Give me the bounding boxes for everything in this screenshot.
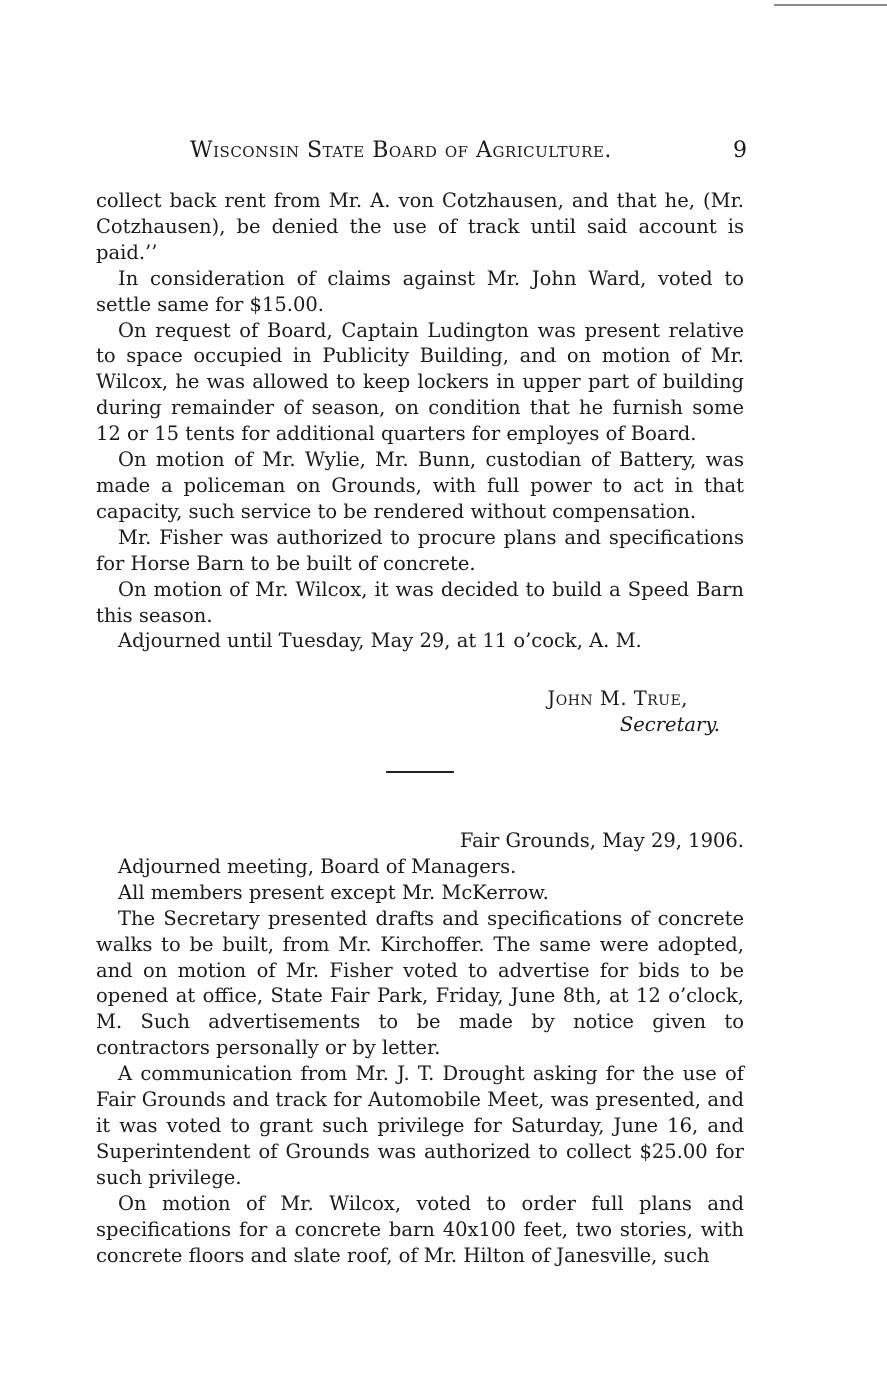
- paragraph-adjourned: Adjourned until Tuesday, May 29, at 11 o’cock, A. M.: [118, 629, 642, 653]
- paragraph-adjourned-meeting: Adjourned meeting, Board of Managers.: [118, 854, 517, 878]
- page-number: 9: [733, 138, 747, 163]
- paragraph-back-rent: collect back rent from Mr. A. von Cotzhausen, and that he, (Mr. Cotzhausen), be denied the use of track until said account is paid.’’: [96, 189, 744, 264]
- paragraph-members-present: All members present except Mr. McKerrow.: [118, 880, 549, 904]
- section-separator: [386, 771, 454, 773]
- running-head: Wisconsin State Board of Agriculture.: [190, 138, 612, 163]
- minutes-section-1: [96, 188, 744, 654]
- paragraph-automobile-meet: A communication from Mr. J. T. Drought asking for the use of Fair Grounds and track for Automobile Meet, was presented, and it was voted to grant such privilege for Saturday, June 16, and Superintendent of Grounds was authorized to collect $25.00 for such privilege.: [96, 1062, 744, 1189]
- page-edge-rule: [774, 4, 887, 6]
- dateline: Fair Grounds, May 29, 1906.: [459, 829, 744, 852]
- paragraph-concrete-barn: On motion of Mr. Wilcox, voted to order full plans and specifications for a concrete barn 40x100 feet, two stories, with concrete floors and slate roof, of Mr. Hilton of Janesville, such: [96, 1191, 744, 1267]
- paragraph-speed-barn: On motion of Mr. Wilcox, it was decided to build a Speed Barn this season.: [96, 577, 744, 627]
- signer-name: John M. True,: [547, 687, 688, 710]
- page-header: [0, 138, 887, 168]
- paragraph-horse-barn: Mr. Fisher was authorized to procure plans and specifications for Horse Barn to be built of concrete.: [96, 525, 744, 575]
- paragraph-john-ward: In consideration of claims against Mr. John Ward, voted to settle same for $15.00.: [96, 266, 744, 316]
- paragraph-ludington: On request of Board, Captain Ludington was present relative to space occupied in Publicity Building, and on motion of Mr. Wilcox, he was allowed to keep lockers in upper part of building during remainder of season, on condition that he furnish some 12 or 15 tents for additional quarters for employes of Board.: [96, 318, 744, 446]
- paragraph-bunn-policeman: On motion of Mr. Wylie, Mr. Bunn, custodian of Battery, was made a policeman on Grounds, with full power to act in that capacity, such service to be rendered without compensation.: [96, 448, 744, 523]
- paragraph-concrete-walks: The Secretary presented drafts and specifications of concrete walks to be built, from Mr. Kirchoffer. The same were adopted, and on motion of Mr. Fisher voted to advertise for bids to be opened at office, State Fair Park, Friday, June 8th, at 12 o’clock, M. Such advertisements to be made by notice given to contractors personally or by letter.: [96, 906, 744, 1060]
- signer-title: Secretary.: [619, 713, 720, 736]
- minutes-section-2: [96, 828, 744, 1268]
